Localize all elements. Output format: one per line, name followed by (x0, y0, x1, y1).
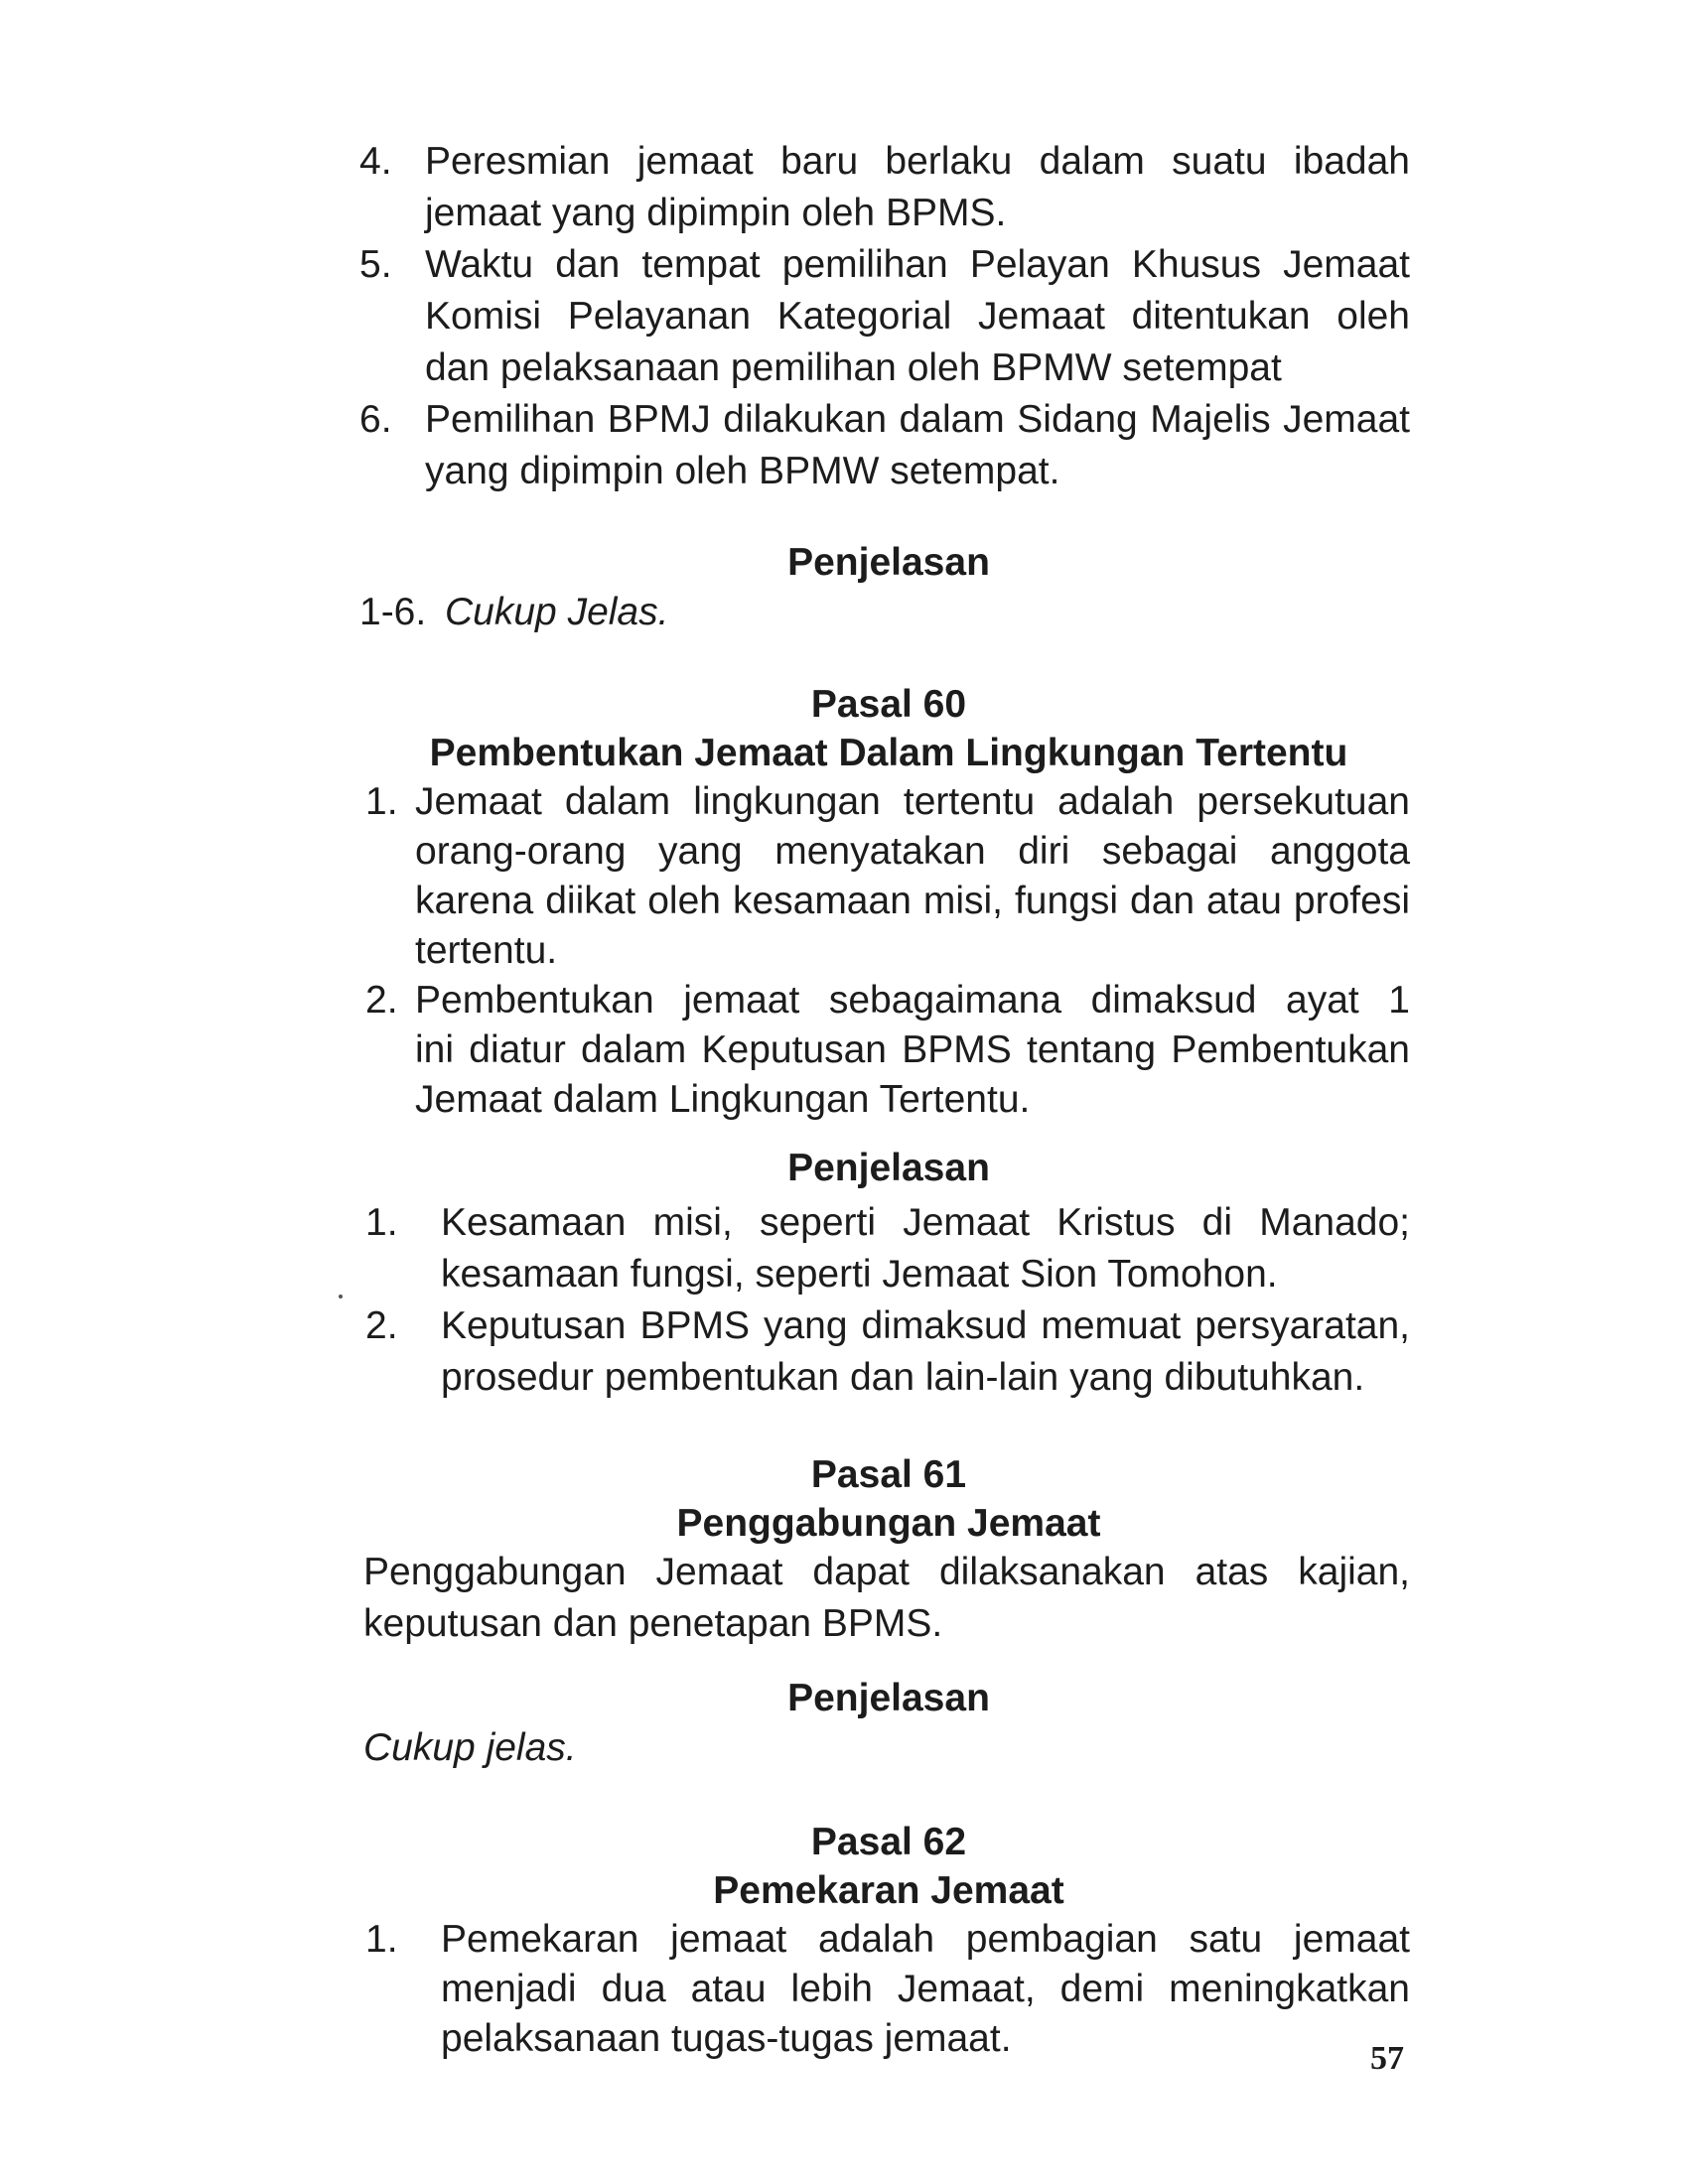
list-text-line: Peresmian jemaat baru berlaku dalam suatu ibadah (425, 140, 1410, 183)
list-number: 2. (365, 1304, 398, 1347)
section-heading: Penjelasan (787, 1677, 990, 1719)
explanation-number: 1-6. (359, 591, 427, 633)
list-text-line: ini diatur dalam Keputusan BPMS tentang Pembentukan (415, 1028, 1410, 1071)
list-text-line: yang dipimpin oleh BPMW setempat. (425, 450, 1060, 492)
list-number: 1. (365, 1201, 398, 1244)
article-title: Penggabungan Jemaat (676, 1502, 1101, 1545)
list-text-line: Komisi Pelayanan Kategorial Jemaat ditentukan oleh (425, 295, 1410, 338)
section-heading: Penjelasan (787, 541, 990, 584)
article-number: Pasal 60 (810, 683, 967, 726)
article-number: Pasal 62 (810, 1821, 967, 1863)
list-number: 4. (359, 140, 392, 183)
page-number: 57 (1370, 2040, 1404, 2077)
body-text-line: keputusan dan penetapan BPMS. (363, 1602, 943, 1645)
list-text-line: Jemaat dalam Lingkungan Tertentu. (415, 1078, 1031, 1121)
list-number: 1. (365, 1918, 398, 1961)
list-number: 2. (365, 979, 398, 1022)
list-text-line: Pembentukan jemaat sebagaimana dimaksud ayat 1 (415, 979, 1410, 1022)
list-text-line: Waktu dan tempat pemilihan Pelayan Khusus Jemaat (425, 243, 1410, 286)
list-text-line: Jemaat dalam lingkungan tertentu adalah persekutuan (415, 780, 1410, 823)
scan-speck (339, 1295, 343, 1298)
list-text-line: pelaksanaan tugas-tugas jemaat. (441, 2017, 1012, 2060)
list-text-line: karena diikat oleh kesamaan misi, fungsi dan atau profesi (415, 880, 1410, 922)
list-text-line: Pemilihan BPMJ dilakukan dalam Sidang Majelis Jemaat (425, 398, 1410, 441)
list-number: 5. (359, 243, 392, 286)
list-text-line: jemaat yang dipimpin oleh BPMS. (425, 192, 1007, 234)
explanation-text: Cukup Jelas. (445, 591, 669, 633)
list-text-line: orang-orang yang menyatakan diri sebagai anggota (415, 830, 1410, 873)
section-heading: Penjelasan (787, 1147, 990, 1189)
list-number: 6. (359, 398, 392, 441)
list-number: 1. (365, 780, 398, 823)
list-text-line: dan pelaksanaan pemilihan oleh BPMW setempat (425, 346, 1282, 389)
body-text-line: Penggabungan Jemaat dapat dilaksanakan atas kajian, (363, 1551, 1410, 1593)
list-text-line: kesamaan fungsi, seperti Jemaat Sion Tomohon. (441, 1253, 1278, 1296)
list-text-line: Kesamaan misi, seperti Jemaat Kristus di Manado; (441, 1201, 1410, 1244)
list-text-line: Keputusan BPMS yang dimaksud memuat persyaratan, (441, 1304, 1410, 1347)
list-text-line: Pemekaran jemaat adalah pembagian satu jemaat (441, 1918, 1410, 1961)
article-title: Pembentukan Jemaat Dalam Lingkungan Tertentu (429, 732, 1348, 774)
explanation-text: Cukup jelas. (363, 1726, 577, 1769)
article-title: Pemekaran Jemaat (713, 1869, 1064, 1912)
list-text-line: prosedur pembentukan dan lain-lain yang dibutuhkan. (441, 1356, 1365, 1399)
list-text-line: menjadi dua atau lebih Jemaat, demi meningkatkan (441, 1968, 1410, 2010)
article-number: Pasal 61 (810, 1453, 967, 1496)
list-text-line: tertentu. (415, 929, 558, 972)
